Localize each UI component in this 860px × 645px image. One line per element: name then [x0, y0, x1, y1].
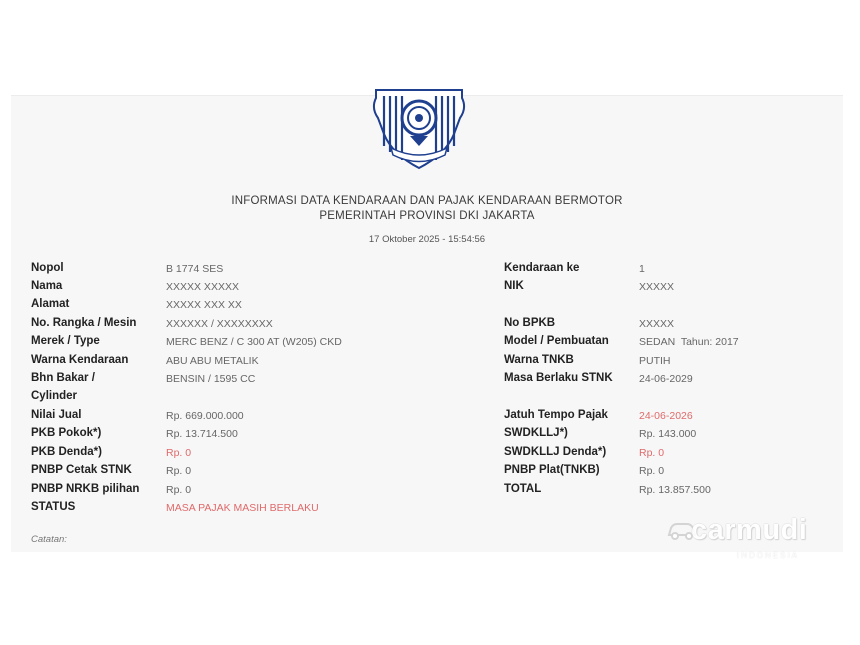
label-nik: NIK	[504, 280, 524, 292]
value-warna-tnkb: PUTIH	[639, 355, 671, 367]
value-bahan-bakar: BENSIN / 1595 CC	[166, 373, 256, 385]
value-pnbp-nrkb-pilihan: Rp. 0	[166, 484, 192, 496]
label-rangka-mesin: No. Rangka / Mesin	[31, 317, 137, 329]
label-pkb-pokok: PKB Pokok*)	[31, 427, 102, 439]
label-bahan-bakar: Bhn Bakar /	[31, 372, 95, 384]
label-pnbp-cetak-stnk: PNBP Cetak STNK	[31, 464, 132, 476]
label-pnbp-plat-tnkb: PNBP Plat(TNKB)	[504, 464, 600, 476]
value-swdkllj: Rp. 143.000	[639, 428, 697, 440]
value-model-pembuatan: SEDAN Tahun: 2017	[639, 336, 739, 348]
value-pkb-pokok: Rp. 13.714.500	[166, 428, 238, 440]
label-total: TOTAL	[504, 483, 542, 495]
value-kendaraan-ke: 1	[639, 263, 645, 275]
vehicle-info-card	[11, 95, 843, 560]
value-nama: XXXXX XXXXX	[166, 281, 239, 293]
document-title: INFORMASI DATA KENDARAAN DAN PAJAK KENDARAAN BERMOTOR	[231, 195, 623, 207]
label-no-bpkb: No BPKB	[504, 317, 556, 329]
document-subtitle: PEMERINTAH PROVINSI DKI JAKARTA	[319, 210, 535, 222]
label-pkb-denda: PKB Denda*)	[31, 446, 102, 458]
value-alamat: XXXXX XXX XX	[166, 299, 242, 311]
value-rangka-mesin: XXXXXX / XXXXXXXX	[166, 318, 273, 330]
label-alamat: Alamat	[31, 298, 70, 310]
label-pnbp-nrkb-pilihan: PNBP NRKB pilihan	[31, 483, 140, 495]
label-kendaraan-ke: Kendaraan ke	[504, 262, 580, 274]
label-nopol: Nopol	[31, 262, 64, 274]
label-jatuh-tempo-pajak: Jatuh Tempo Pajak	[504, 409, 608, 421]
value-nik: XXXXX	[639, 281, 675, 293]
label-masa-berlaku-stnk: Masa Berlaku STNK	[504, 372, 613, 384]
value-swdkllj-denda: Rp. 0	[639, 447, 665, 459]
value-total: Rp. 13.857.500	[639, 484, 711, 496]
label-model-pembuatan: Model / Pembuatan	[504, 335, 609, 347]
label-warna-tnkb: Warna TNKB	[504, 354, 574, 366]
value-merek-type: MERC BENZ / C 300 AT (W205) CKD	[166, 336, 342, 348]
value-nopol: B 1774 SES	[166, 263, 224, 275]
value-jatuh-tempo-pajak: 24-06-2026	[639, 410, 693, 422]
label-warna-kendaraan: Warna Kendaraan	[31, 354, 129, 366]
label-merek-type: Merek / Type	[31, 335, 100, 347]
catatan-label: Catatan:	[31, 534, 67, 545]
carmudi-watermark: carmudi	[691, 514, 808, 546]
label-cylinder: Cylinder	[31, 390, 78, 402]
carmudi-watermark-sub: INDONESIA	[737, 551, 800, 560]
label-nama: Nama	[31, 280, 63, 292]
label-swdkllj: SWDKLLJ*)	[504, 427, 568, 439]
value-pkb-denda: Rp. 0	[166, 447, 192, 459]
police-emblem-icon	[366, 88, 472, 172]
value-pnbp-cetak-stnk: Rp. 0	[166, 465, 192, 477]
value-no-bpkb: XXXXX	[639, 318, 675, 330]
value-warna-kendaraan: ABU ABU METALIK	[166, 355, 259, 367]
timestamp: 17 Oktober 2025 - 15:54:56	[368, 234, 486, 245]
label-swdkllj-denda: SWDKLLJ Denda*)	[504, 446, 607, 458]
value-pnbp-plat-tnkb: Rp. 0	[639, 465, 665, 477]
value-masa-berlaku-stnk: 24-06-2029	[639, 373, 693, 385]
label-nilai-jual: Nilai Jual	[31, 409, 82, 421]
label-status: STATUS	[31, 501, 76, 513]
value-nilai-jual: Rp. 669.000.000	[166, 410, 244, 422]
value-status: MASA PAJAK MASIH BERLAKU	[166, 502, 319, 514]
